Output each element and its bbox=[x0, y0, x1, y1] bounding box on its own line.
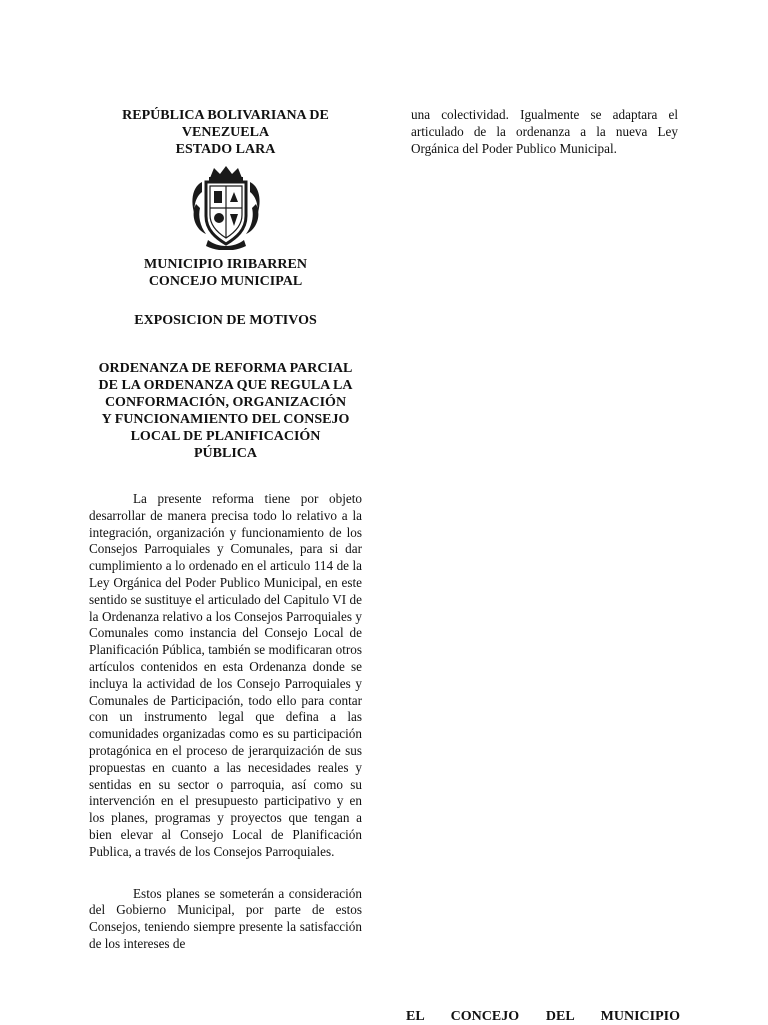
section-title: EXPOSICION DE MOTIVOS bbox=[134, 313, 317, 328]
right-column-paragraph: una colectividad. Igualmente se adaptara el articulado de la ordenanza a la nueva Ley Orgánica del Poder Publico Municipal. bbox=[411, 107, 678, 156]
ordinance-title-line-3: CONFORMACIÓN, ORGANIZACIÓN bbox=[104, 395, 347, 410]
republic-header bbox=[89, 107, 362, 158]
ordinance-title-line-1: ORDENANZA DE REFORMA PARCIAL bbox=[98, 361, 353, 376]
municipality-line-1: MUNICIPIO IRIBARREN bbox=[144, 257, 307, 272]
council-heading: EL CONCEJO DEL MUNICIPIO bbox=[406, 1009, 680, 1024]
left-column bbox=[89, 107, 362, 953]
header-line-1: REPÚBLICA BOLIVARIANA DE bbox=[122, 108, 329, 123]
municipal-coat-of-arms-icon bbox=[188, 164, 264, 250]
ordinance-title-line-6: PÚBLICA bbox=[193, 446, 257, 461]
header-line-2: VENEZUELA bbox=[181, 125, 270, 140]
body-paragraph-2: Estos planes se someterán a consideración del Gobierno Municipal, por parte de estos Consejos, teniendo siempre presente la satisfacción de los intereses de bbox=[89, 885, 362, 951]
ordinance-title-line-2: DE LA ORDENANZA QUE REGULA LA bbox=[98, 378, 353, 393]
ordinance-title-line-5: LOCAL DE PLANIFICACIÓN bbox=[130, 429, 321, 444]
municipality-line-2: CONCEJO MUNICIPAL bbox=[148, 274, 303, 289]
right-column bbox=[411, 107, 678, 157]
body-paragraph-1: La presente reforma tiene por objeto desarrollar de manera precisa todo lo relativo a la integración, organización y funcionamiento de los Consejos Parroquiales y Comunales, para si dar cumplimiento a lo ordenado en el articulo 114 de la Ley Orgánica del Poder Publico Municipal, en este sentido se sustituye el articulado del Capitulo VI de la Ordenanza relativo a los Consejos Parroquiales y Comunales como instancia del Consejo Local de Planificación Pública, también se modificaran otros artículos contenidos en esta Ordenanza donde se incluya la actividad de los Consejo Parroquiales y Comunales de Participación, todo ello para contar con un instrumento legal que defina a las comunidades organizadas como es su participación protagónica en el proceso de jerarquización de sus propuestas en cuanto a las necesidades reales y sentidas en su sector o parroquia, así como su intervención en el presupuesto participativo y en los planes, programas y proyectos que tengan a bien elevar al Consejo Local de Planificación Publica, a través de los Consejos Parroquiales. bbox=[89, 491, 362, 859]
ordinance-title-line-4: Y FUNCIONAMIENTO DEL CONSEJO bbox=[101, 412, 350, 427]
header-line-3: ESTADO LARA bbox=[175, 142, 276, 157]
ordinance-title bbox=[89, 360, 362, 462]
municipality-header bbox=[89, 256, 362, 290]
